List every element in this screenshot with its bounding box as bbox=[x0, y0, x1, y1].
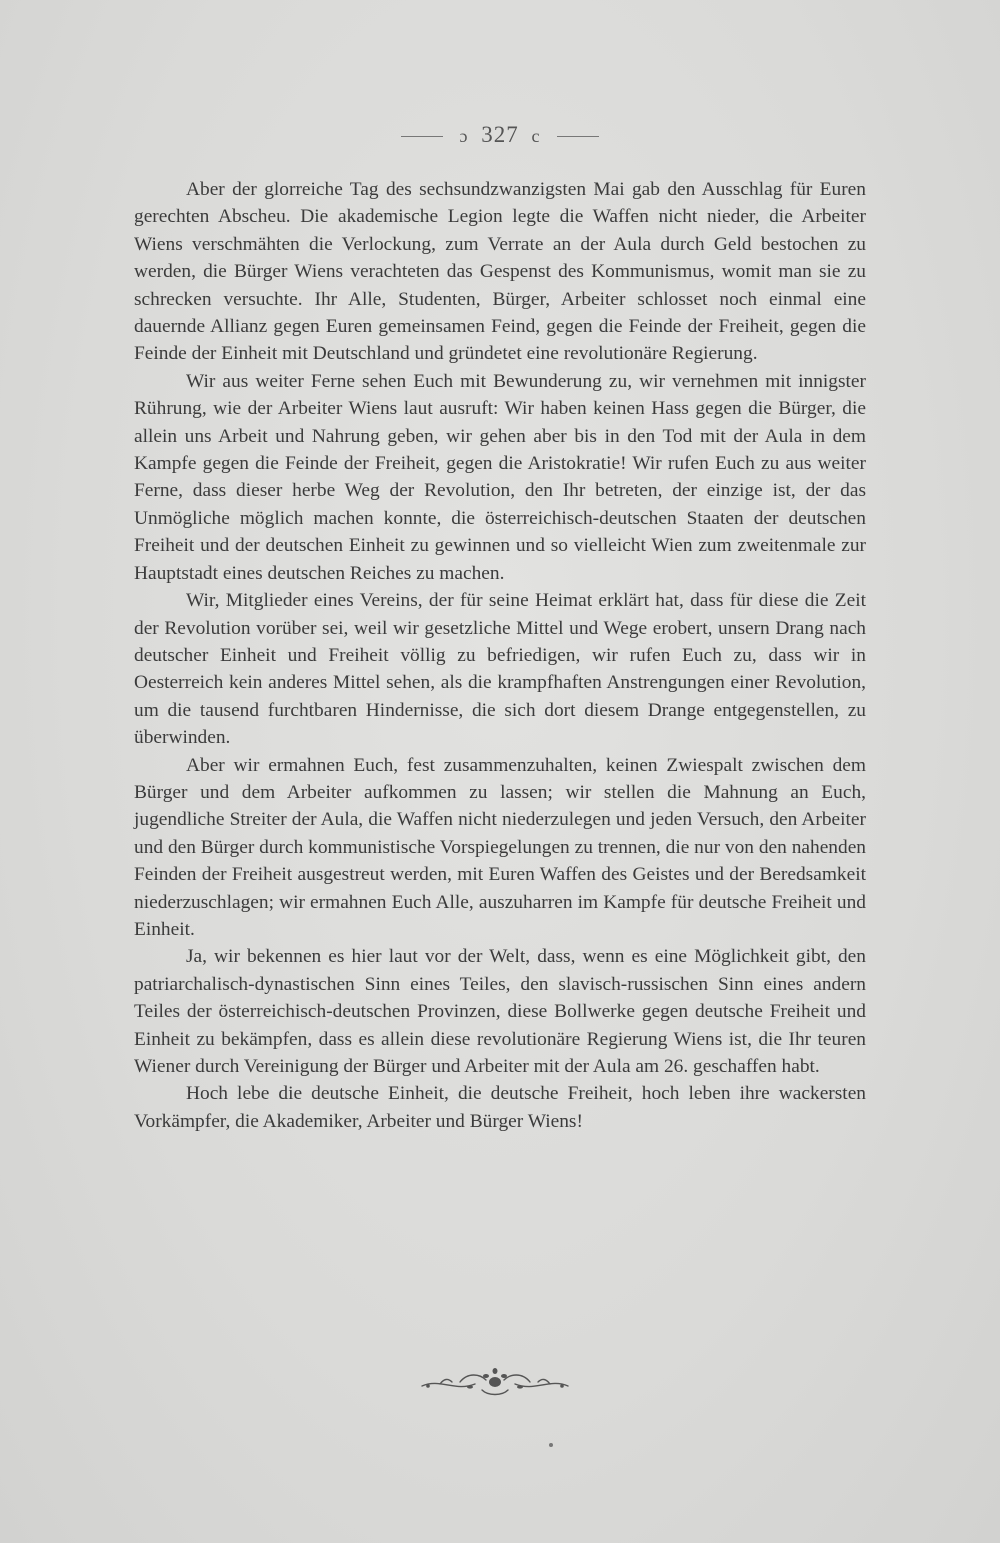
floral-vignette-icon bbox=[420, 1362, 570, 1402]
header-rule-left bbox=[401, 136, 443, 137]
print-speck bbox=[549, 1443, 553, 1447]
page-number: 327 bbox=[481, 122, 519, 147]
paragraph: Ja, wir bekennen es hier laut vor der Welt, dass, wenn es eine Möglichkeit gibt, den patriarchalisch-dynastischen Sinn eines Teiles, den slavisch-russischen Sinn eines andern Teiles der österreichisch-deutschen Provinzen, diese Bollwerke gegen deutsche Freiheit und Einheit zu bekämpfen, dass es allein diese revolutionäre Regierung Wiens ist, die Ihr teuren Wiener durch Vereinigung der Bürger und Arbeiter mit der Aula am 26. geschaffen habt. bbox=[134, 946, 866, 1077]
paragraph: Wir, Mitglieder eines Vereins, der für seine Heimat erklärt hat, dass für diese die Zeit der Revolution vorüber sei, weil wir gesetzliche Mittel und Wege erobert, unsern Drang nach deutscher Einheit und Freiheit völlig zu befriedigen, wir rufen Euch zu, dass wir in Oesterreich kein anderes Mittel sehen, als die krampfhaften Anstrengungen einer Revolution, um die tausend furchtbaren Hindernisse, die sich dort diesem Drange entgegenstellen, zu überwinden. bbox=[134, 590, 866, 749]
header-ornament-left: ɔ bbox=[459, 126, 469, 147]
page-header bbox=[0, 122, 1000, 148]
paragraph: Wir aus weiter Ferne sehen Euch mit Bewunderung zu, wir vernehmen mit innigster Rührung, wie der Arbeiter Wiens laut ausruft: Wir haben keinen Hass gegen die Bürger, die allein uns Arbeit und Nahrung geben, wir gehen aber bis in den Tod mit der Aula in dem Kampfe gegen die Feinde der Freiheit, gegen die Aristokratie! Wir rufen Euch zu aus weiter Ferne, dass dieser herbe Weg der Revolution, den Ihr betreten, der einzige ist, der das Unmögliche möglich machen konnte, die österreichisch-deutschen Staaten der deutschen Freiheit und der deutschen Einheit zu gewinnen und so vielleicht Wien zum zweitenmale zur Hauptstadt eines deutschen Reiches zu machen. bbox=[134, 370, 866, 584]
header-ornament-right: c bbox=[531, 126, 541, 147]
header-rule-right bbox=[557, 136, 599, 137]
paragraph: Aber der glorreiche Tag des sechsundzwanzigsten Mai gab den Ausschlag für Euren gerechten Abscheu. Die akademische Legion legte die Waffen nicht nieder, die Arbeiter Wiens verschmähten die Verlockung, zum Verrate an der Aula durch Geld bestochen zu werden, die Bürger Wiens verachteten das Gespenst des Kommunismus, womit man sie zu schrecken versuchte. Ihr Alle, Studenten, Bürger, Arbeiter schlosset noch einmal eine dauernde Allianz gegen Euren gemeinsamen Feind, gegen die Feinde der Freiheit, gegen die Feinde der Einheit mit Deutschland und gründetet eine revolutionäre Regierung. bbox=[134, 179, 866, 365]
paragraph: Hoch lebe die deutsche Einheit, die deutsche Freiheit, hoch leben ihre wackersten Vorkämpfer, die Akademiker, Arbeiter und Bürger Wiens! bbox=[134, 1083, 866, 1132]
body-text bbox=[134, 176, 866, 1135]
paragraph: Aber wir ermahnen Euch, fest zusammenzuhalten, keinen Zwiespalt zwischen dem Bürger und dem Arbeiter aufkommen zu lassen; wir stellen die Mahnung an Euch, jugendliche Streiter der Aula, die Waffen nicht niederzulegen und jeden Versuch, den Arbeiter und den Bürger durch kommunistische Vorspiegelungen zu trennen, die nur von den nahenden Feinden der Freiheit ausgestreut werden, mit Euren Waffen des Geistes und der Beredsamkeit niederzuschlagen; wir ermahnen Euch Alle, auszuharren im Kampfe für deutsche Freiheit und Einheit. bbox=[134, 754, 866, 940]
